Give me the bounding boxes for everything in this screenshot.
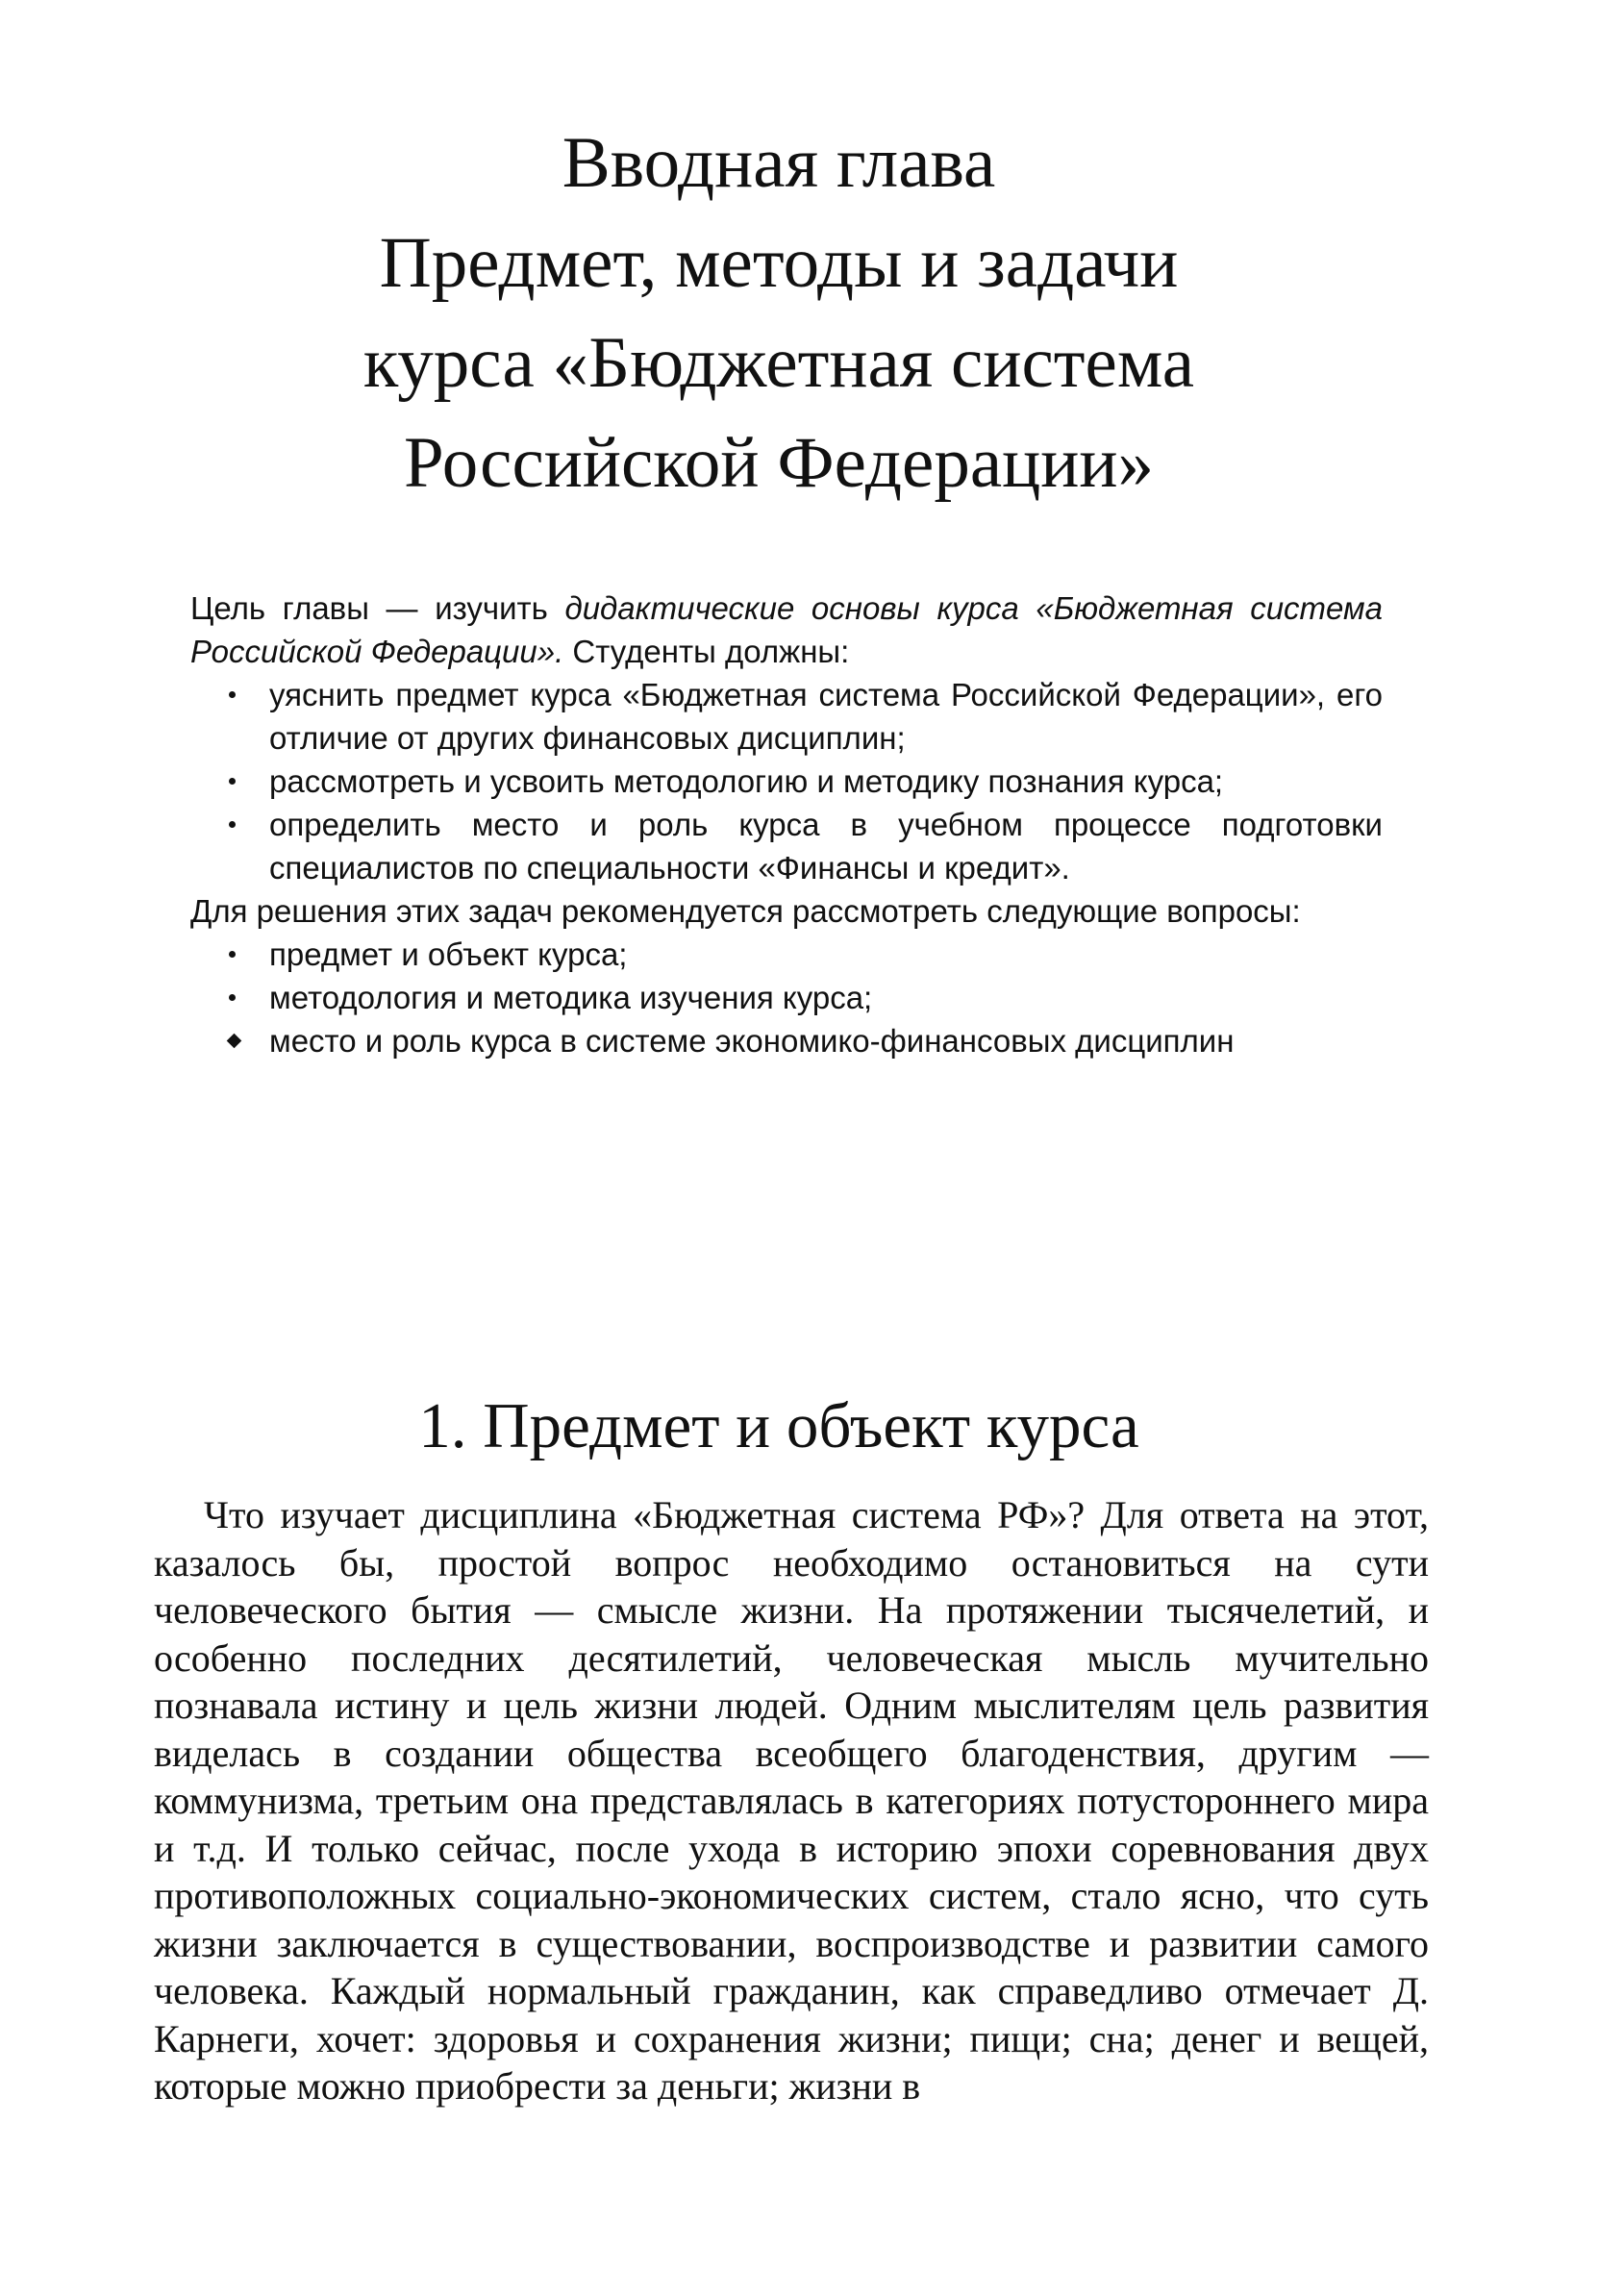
goals-intro-tail: Студенты должны: (563, 634, 850, 669)
list-item-text: уяснить предмет курса «Бюджетная система Российской Федерации», его отличие от других финансовых дисциплин; (269, 677, 1383, 756)
goals-intro (190, 586, 1383, 673)
list-item-text: рассмотреть и усвоить методологию и методику познания курса; (269, 763, 1224, 799)
chapter-heading-line: Российской Федерации» (403, 423, 1155, 503)
list-item (190, 976, 1383, 1019)
bullet-diamond-icon (229, 1019, 258, 1062)
list-item (190, 673, 1383, 760)
questions-intro: Для решения этих задач рекомендуется рассмотреть следующие вопросы: (190, 893, 1301, 929)
chapter-heading-line: курса «Бюджетная система (362, 323, 1195, 403)
list-item-text: предмет и объект курса; (269, 936, 628, 972)
section-heading: 1. Предмет и объект курса (418, 1390, 1139, 1461)
student-tasks-list (190, 673, 1383, 889)
chapter-heading (154, 113, 1404, 513)
list-item (190, 933, 1383, 976)
list-item (190, 803, 1383, 889)
list-item-text: методология и методика изучения курса; (269, 980, 873, 1015)
chapter-goals (190, 586, 1383, 1062)
list-item-text: определить место и роль курса в учебном процессе подготовки специалистов по специальности «Финансы и кредит». (269, 807, 1383, 886)
bullet-dot-icon (229, 760, 258, 803)
list-item (190, 760, 1383, 803)
goals-intro-plain: Цель главы — изучить (190, 590, 565, 626)
list-item-text: место и роль курса в системе экономико-финансовых дисциплин (269, 1023, 1235, 1059)
bullet-dot-icon (229, 803, 258, 846)
questions-list (190, 933, 1383, 1062)
bullet-dot-icon (229, 976, 258, 1019)
chapter-heading-line: Вводная глава (562, 123, 996, 203)
goals-intro-italic: дидактические основы курса «Бюджетная система Российской Федерации». (190, 590, 1384, 669)
bullet-dot-icon (229, 673, 258, 716)
list-item (190, 1019, 1383, 1062)
body-paragraph: Что изучает дисциплина «Бюджетная система РФ»? Для ответа на этот, казалось бы, простой вопрос необходимо остановиться на сути человеческого бытия — смысле жизни. На протяжении тысячелетий, и особенно последних десятилетий, человеческая мысль мучительно познавала истину и цель жизни людей. Одним мыслителям цель развития виделась в создании общества всеобщего благоденствия, другим — коммунизма, третьим она представлялась в категориях потустороннего мира и т.д. И только сейчас, после ухода в историю эпохи соревнования двух противоположных социально-экономических систем, стало ясно, что суть жизни заключается в существовании, воспроизводстве и развитии самого человека. Каждый нормальный гражданин, как справедливо отмечает Д. Карнеги, хочет: здоровья и сохранения жизни; пищи; сна; денег и вещей, которые можно приобрести за деньги; жизни в (154, 1493, 1429, 2108)
bullet-dot-icon (229, 933, 258, 976)
chapter-heading-line: Предмет, методы и задачи (379, 223, 1179, 303)
